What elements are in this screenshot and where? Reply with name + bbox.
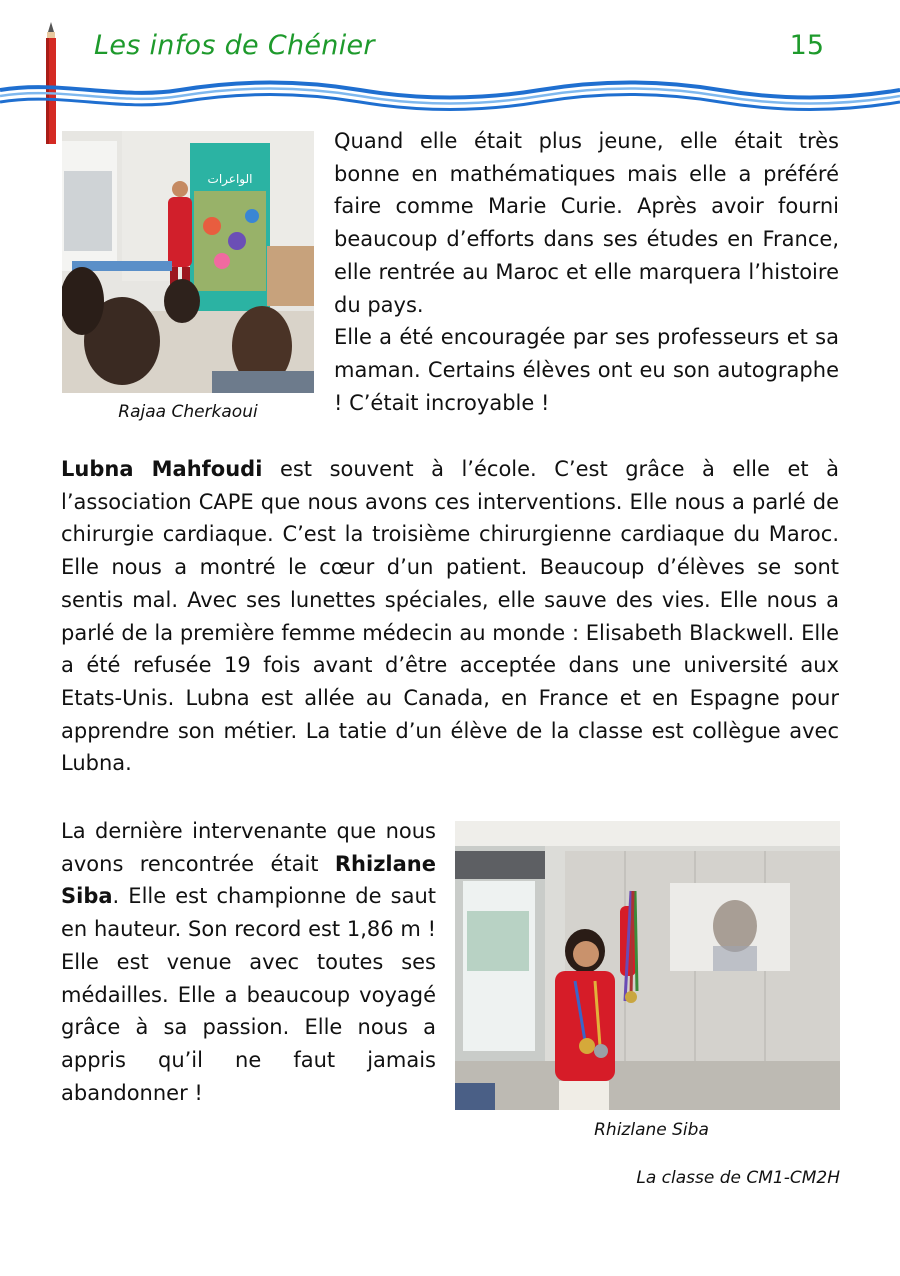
section1-paragraph1: Quand elle était plus jeune, elle était très bonne en mathématiques mais elle a préféré faire comme Marie Curie. Après avoir fourni beaucoup d’efforts dans ses études en France, elle rentrée au Maroc et elle marquera l’histoire du pays. — [334, 129, 839, 317]
section3-text-after: . Elle est championne de saut en hauteur. Son record est 1,86 m ! Elle est venue avec toutes ses médailles. Elle a beaucoup voyagé grâce à sa passion. Elle nous a appris qu’il ne faut jamais abandonner ! — [61, 884, 436, 1105]
banner-text: الواعرات — [207, 172, 253, 186]
section3-paragraph — [61, 815, 436, 1109]
section1-paragraph2: Elle a été encouragée par ses professeurs et sa maman. Certains élèves ont eu son autographe ! C’était incroyable ! — [334, 325, 839, 415]
photo-rhizlane-siba — [455, 821, 840, 1110]
photo-rajaa-cherkaoui — [62, 131, 314, 393]
header-wave-decoration — [0, 76, 900, 116]
section2-body: est souvent à l’école. C’est grâce à elle et à l’association CAPE que nous avons ces interventions. Elle nous a parlé de chirurgie cardiaque. C’est la troisième chirurgienne cardiaque du Maroc. Elle nous a montré le cœur d’un patient. Beaucoup d’élèves se sont sentis mal. Avec ses lunettes spéciales, elle sauve des vies. Elle nous a parlé de la première femme médecin au monde : Elisabeth Blackwell. Elle a été refusée 19 fois avant d’être acceptée dans une université aux Etats-Unis. Lubna est allée au Canada, en France et en Espagne pour apprendre son métier. La tatie d’un élève de la classe est collègue avec Lubna. — [61, 457, 840, 776]
article-signature: La classe de CM1-CM2H — [636, 1168, 840, 1188]
section2-name: Lubna Mahfoudi — [61, 457, 263, 481]
photo-caption-rajaa: Rajaa Cherkaoui — [118, 402, 258, 422]
section3-name: Rhizlane Siba — [61, 851, 436, 909]
section2-paragraph — [61, 453, 839, 780]
section3-text-before: La dernière intervenante que nous avons rencontrée était — [61, 819, 436, 876]
photo-caption-rhizlane: Rhizlane Siba — [594, 1120, 709, 1140]
page-header-title: Les infos de Chénier — [94, 30, 375, 61]
page-number: 15 — [789, 30, 824, 61]
section1-text-block — [334, 125, 839, 419]
